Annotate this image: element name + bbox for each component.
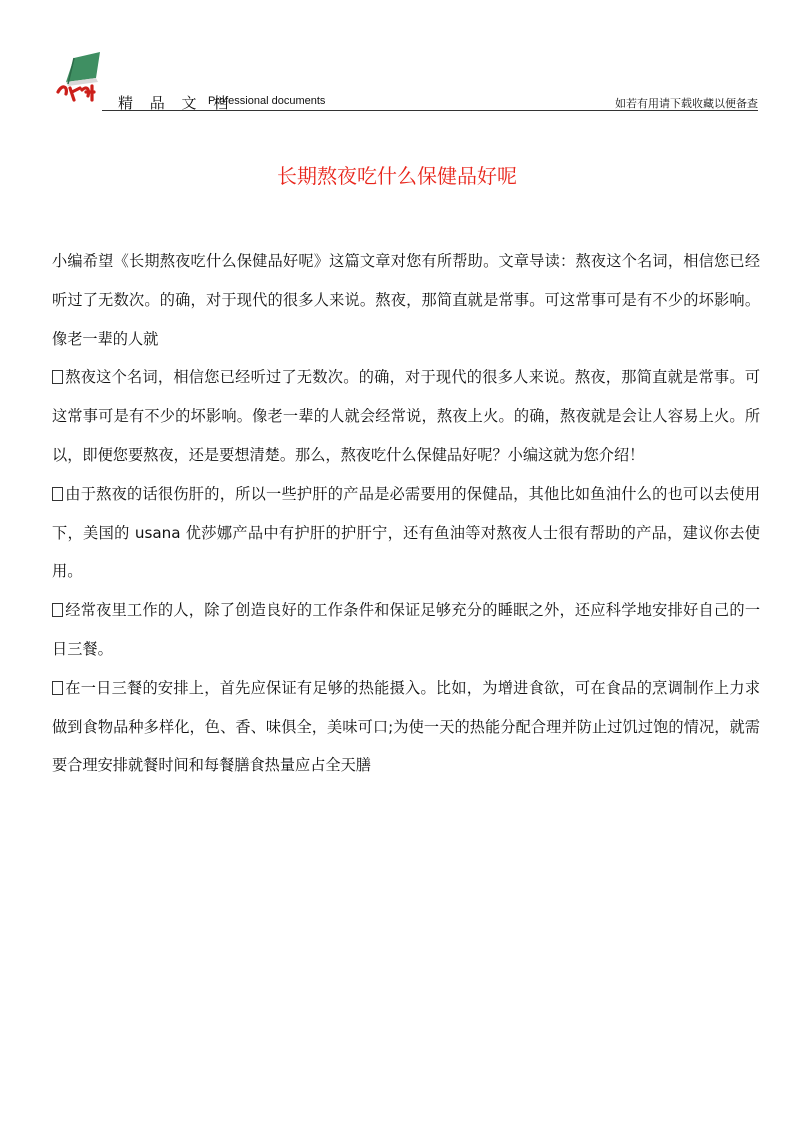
book-logo-icon: [52, 48, 112, 108]
document-title: 长期熬夜吃什么保健品好呢: [277, 164, 517, 188]
document-body: [52, 242, 760, 785]
body-paragraph: 熬夜这个名词，相信您已经听过了无数次。的确，对于现代的很多人来说。熬夜，那简直就是常事。可这常事可是有不少的坏影响。像老一辈的人就会经常说，熬夜上火。的确，熬夜就是会让人容易上火。所以，即便您要熬夜，还是要想清楚。那么，熬夜吃什么保健品好呢？小编这就为您介绍！: [52, 368, 760, 464]
brand-en: Professional documents: [208, 95, 326, 107]
header-divider: [102, 110, 758, 111]
body-paragraph: 经常夜里工作的人，除了创造良好的工作条件和保证足够充分的睡眠之外，还应科学地安排好自己的一日三餐。: [52, 601, 760, 658]
page-header: [52, 48, 758, 114]
intro-paragraph: 小编希望《长期熬夜吃什么保健品好呢》这篇文章对您有所帮助。文章导读：熬夜这个名词，相信您已经听过了无数次。的确，对于现代的很多人来说。熬夜，那简直就是常事。可这常事可是有不少的坏影响。像老一辈的人就: [52, 252, 760, 348]
header-note: 如若有用请下载收藏以便备查: [615, 97, 758, 110]
bullet-box-icon: [52, 681, 63, 695]
body-paragraph: 由于熬夜的话很伤肝的，所以一些护肝的产品是必需要用的保健品，其他比如鱼油什么的也可以去使用下，美国的 usana 优莎娜产品中有护肝的护肝宁，还有鱼油等对熬夜人士很有帮助的产品，建议你去使用。: [52, 484, 760, 581]
bullet-box-icon: [52, 487, 63, 501]
brand-cn: 精 品 文 档: [118, 94, 235, 112]
bullet-box-icon: [52, 603, 63, 617]
body-paragraph: 在一日三餐的安排上，首先应保证有足够的热能摄入。比如，为增进食欲，可在食品的烹调制作上力求做到食物品种多样化，色、香、味俱全，美味可口;为使一天的热能分配合理并防止过饥过饱的情况，就需要合理安排就餐时间和每餐膳食热量应占全天膳: [52, 678, 760, 775]
bullet-box-icon: [52, 370, 63, 384]
